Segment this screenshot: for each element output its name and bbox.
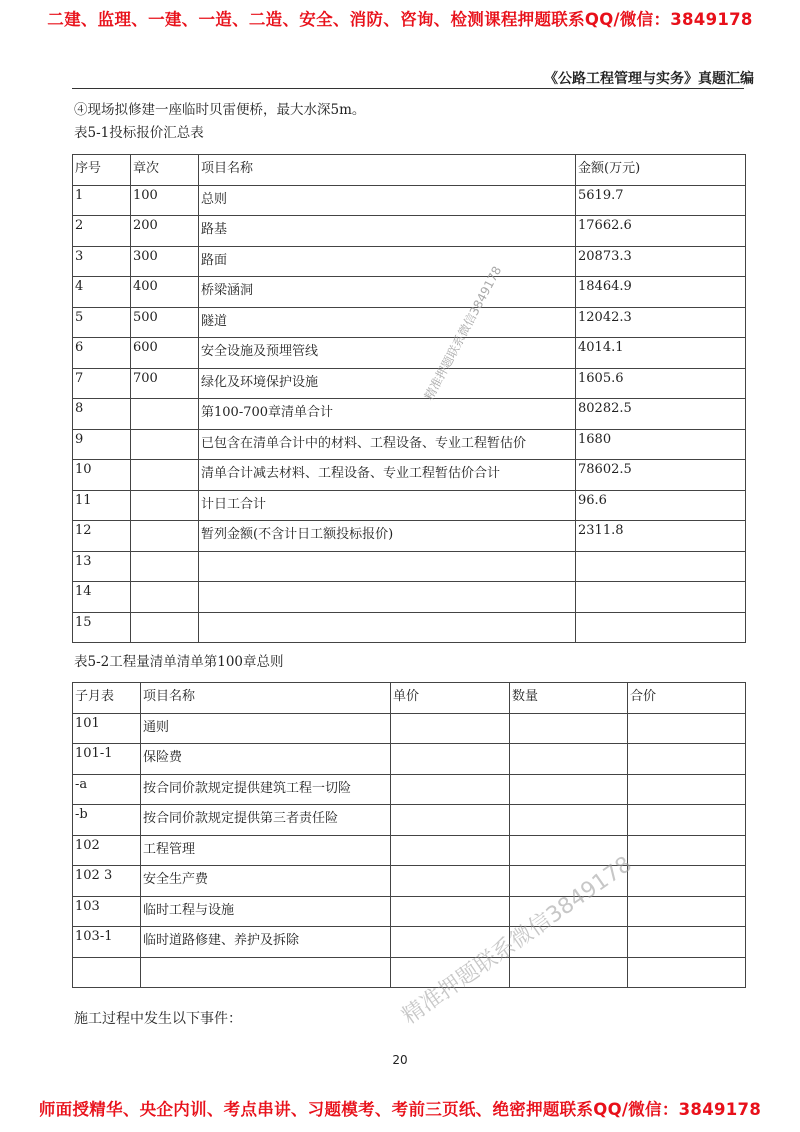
table-cell: 安全设施及预埋管线: [199, 338, 576, 369]
table-row: [73, 957, 746, 988]
table-cell: 103-1: [73, 927, 141, 958]
table1-caption: 表5-1投标报价汇总表: [74, 125, 204, 141]
table-cell: 安全生产费: [141, 866, 391, 897]
table-cell: [628, 927, 746, 958]
table-cell: 5: [73, 307, 131, 338]
table-cell: 101: [73, 713, 141, 744]
header-divider: [72, 88, 744, 89]
table-cell: [628, 774, 746, 805]
table-cell: [131, 521, 199, 552]
table-cell: 500: [131, 307, 199, 338]
table-cell: [391, 713, 510, 744]
events-intro: 施工过程中发生以下事件：: [74, 1011, 242, 1027]
table-cell: 保险费: [141, 744, 391, 775]
table-cell: 6: [73, 338, 131, 369]
table-cell: 路基: [199, 216, 576, 247]
table-cell: [628, 744, 746, 775]
table-cell: 103: [73, 896, 141, 927]
table-cell: 300: [131, 246, 199, 277]
table-cell: [628, 896, 746, 927]
table-row: [73, 805, 746, 836]
table-cell: 11: [73, 490, 131, 521]
table-cell: 9: [73, 429, 131, 460]
table-cell: [73, 957, 141, 988]
table-cell: [510, 957, 628, 988]
table-cell: [510, 805, 628, 836]
table-cell: 隧道: [199, 307, 576, 338]
column-header: 金额(万元): [576, 155, 746, 186]
table-cell: 4014.1: [576, 338, 746, 369]
table-cell: [628, 713, 746, 744]
table-cell: 15: [73, 612, 131, 643]
table-cell: [628, 805, 746, 836]
table-cell: 80282.5: [576, 399, 746, 430]
table-cell: 600: [131, 338, 199, 369]
table-cell: -a: [73, 774, 141, 805]
watermark: 精准押题联系微信3849178: [397, 851, 637, 1030]
table-row: [73, 866, 746, 897]
table-cell: [131, 490, 199, 521]
table-cell: 400: [131, 277, 199, 308]
table-row: [73, 277, 746, 308]
bid-summary-table: [72, 154, 746, 643]
bill-of-quantities-table: [72, 682, 746, 988]
table-cell: 13: [73, 551, 131, 582]
table-row: [73, 896, 746, 927]
table-cell: [576, 582, 746, 613]
table-cell: [510, 744, 628, 775]
table-row: [73, 246, 746, 277]
table-cell: [391, 835, 510, 866]
column-header: 项目名称: [141, 683, 391, 714]
table-cell: [199, 612, 576, 643]
table2-caption: 表5-2工程量清单清单第100章总则: [74, 654, 284, 670]
table-row: [73, 521, 746, 552]
table-cell: 8: [73, 399, 131, 430]
table-cell: 20873.3: [576, 246, 746, 277]
table-cell: 临时道路修建、养护及拆除: [141, 927, 391, 958]
column-header: 数量: [510, 683, 628, 714]
table-cell: 2: [73, 216, 131, 247]
table-cell: 临时工程与设施: [141, 896, 391, 927]
column-header: 子月表: [73, 683, 141, 714]
column-header: 序号: [73, 155, 131, 186]
running-header-title: 《公路工程管理与实务》真题汇编: [544, 71, 754, 87]
table-row: [73, 612, 746, 643]
table-row: [73, 368, 746, 399]
table-cell: [199, 551, 576, 582]
table-cell: [199, 582, 576, 613]
table-cell: 第100-700章清单合计: [199, 399, 576, 430]
table-cell: 1605.6: [576, 368, 746, 399]
table-cell: 已包含在清单合计中的材料、工程设备、专业工程暂估价: [199, 429, 576, 460]
table-row: [73, 460, 746, 491]
table-cell: 12: [73, 521, 131, 552]
table-row: [73, 307, 746, 338]
table-header-row: [73, 683, 746, 714]
table-cell: 7: [73, 368, 131, 399]
table-cell: 绿化及环境保护设施: [199, 368, 576, 399]
column-header: 项目名称: [199, 155, 576, 186]
table-cell: 计日工合计: [199, 490, 576, 521]
column-header: 章次: [131, 155, 199, 186]
table-cell: -b: [73, 805, 141, 836]
table-row: [73, 216, 746, 247]
table-cell: [391, 805, 510, 836]
top-promo-banner: 二建、监理、一建、一造、二造、安全、消防、咨询、检测课程押题联系QQ/微信：3849178: [47, 10, 753, 29]
table-cell: [510, 713, 628, 744]
bottom-promo-banner: 师面授精华、央企内训、考点串讲、习题模考、考前三页纸、绝密押题联系QQ/微信：3849178: [38, 1100, 762, 1119]
page-number: 20: [392, 1053, 408, 1067]
table-cell: [131, 582, 199, 613]
table-row: [73, 744, 746, 775]
table-cell: [131, 460, 199, 491]
table-cell: 700: [131, 368, 199, 399]
table-row: [73, 774, 746, 805]
table-cell: 4: [73, 277, 131, 308]
table-row: [73, 490, 746, 521]
table-row: [73, 927, 746, 958]
table-cell: 78602.5: [576, 460, 746, 491]
table-cell: [391, 774, 510, 805]
table-cell: 暂列金额(不含计日工额投标报价): [199, 521, 576, 552]
table-cell: 101-1: [73, 744, 141, 775]
table-header-row: [73, 155, 746, 186]
table-cell: 18464.9: [576, 277, 746, 308]
table-cell: [131, 551, 199, 582]
table-cell: 10: [73, 460, 131, 491]
table-cell: 5619.7: [576, 185, 746, 216]
table-row: [73, 582, 746, 613]
table-row: [73, 835, 746, 866]
table-cell: 12042.3: [576, 307, 746, 338]
table-cell: 通则: [141, 713, 391, 744]
intro-line: ④现场拟修建一座临时贝雷便桥，最大水深5m。: [74, 102, 366, 118]
table-cell: 工程管理: [141, 835, 391, 866]
table-row: [73, 338, 746, 369]
table-row: [73, 713, 746, 744]
table-cell: [510, 774, 628, 805]
column-header: 合价: [628, 683, 746, 714]
table-row: [73, 399, 746, 430]
table-cell: [628, 957, 746, 988]
column-header: 单价: [391, 683, 510, 714]
table-row: [73, 429, 746, 460]
table-cell: 清单合计减去材料、工程设备、专业工程暂估价合计: [199, 460, 576, 491]
watermark: 精准押题联系微信3849178: [421, 263, 505, 403]
table-cell: 按合同价款规定提供建筑工程一切险: [141, 774, 391, 805]
table-cell: 17662.6: [576, 216, 746, 247]
table-cell: [628, 835, 746, 866]
table-cell: 102: [73, 835, 141, 866]
table-cell: [391, 744, 510, 775]
table-cell: [131, 429, 199, 460]
table-cell: 桥梁涵洞: [199, 277, 576, 308]
table-cell: 102 3: [73, 866, 141, 897]
table-cell: [391, 866, 510, 897]
table-cell: 1680: [576, 429, 746, 460]
table-cell: 1: [73, 185, 131, 216]
table-cell: 3: [73, 246, 131, 277]
table-cell: 14: [73, 582, 131, 613]
table-cell: [391, 896, 510, 927]
table-cell: [131, 612, 199, 643]
table-row: [73, 185, 746, 216]
table-cell: 2311.8: [576, 521, 746, 552]
table-cell: 总则: [199, 185, 576, 216]
table-cell: [576, 612, 746, 643]
table-row: [73, 551, 746, 582]
table-cell: 200: [131, 216, 199, 247]
table-cell: [628, 866, 746, 897]
table-cell: [576, 551, 746, 582]
table-cell: [141, 957, 391, 988]
table-cell: 路面: [199, 246, 576, 277]
table-cell: [131, 399, 199, 430]
table-cell: 96.6: [576, 490, 746, 521]
table-cell: 100: [131, 185, 199, 216]
table-cell: 按合同价款规定提供第三者责任险: [141, 805, 391, 836]
